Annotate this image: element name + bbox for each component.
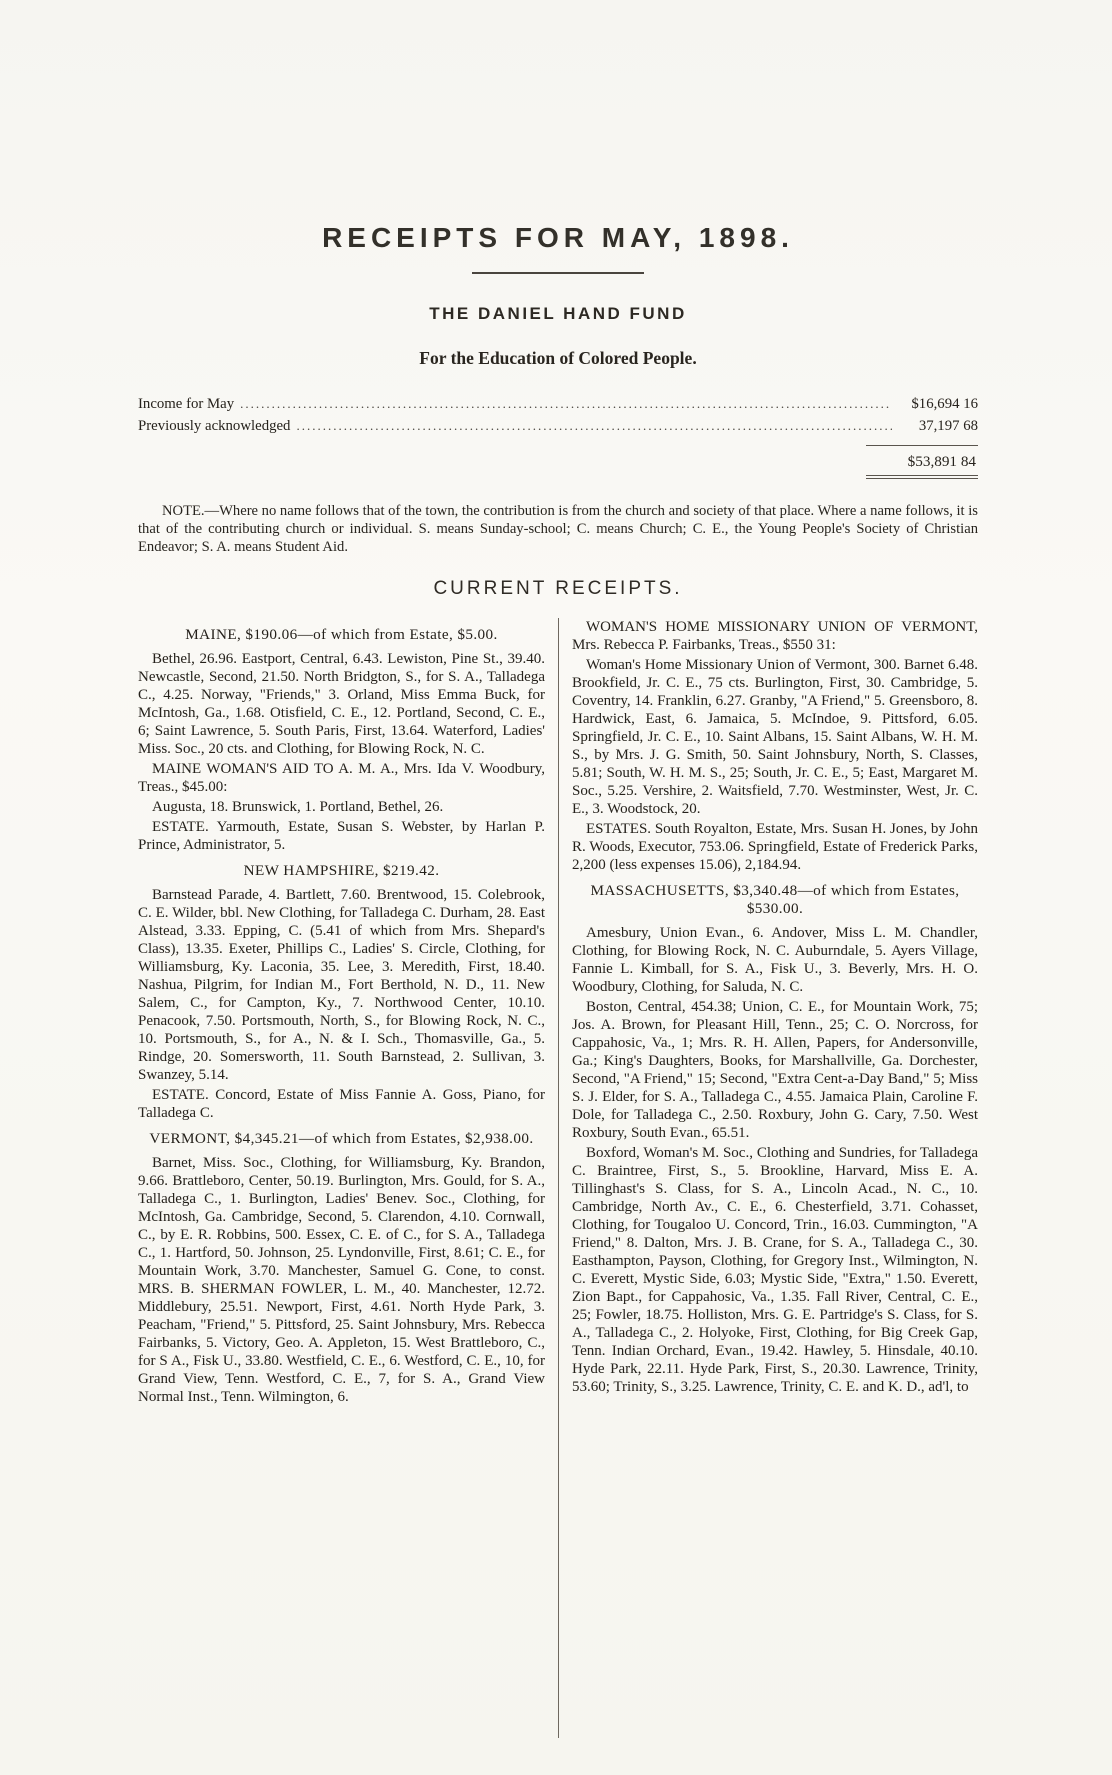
section-heading: CURRENT RECEIPTS. [433, 578, 683, 600]
massachusetts-receipts-3: Boxford, Woman's M. Soc., Clothing and Sundries, for Talladega C. Braintree, First, S., 5. Brookline, Harvard, Miss E. A. Tillinghast's S. Class, for S. A., Lincoln Acad., N. C., 10. Cambridge, North Av., C. E., 6. Chesterfield, 3.71. Cohasset, Clothing, for Tougaloo U. Concord, Trin., 16.03. Cummington, "A Friend," 8. Dalton, Mrs. J. B. Crane, for S. A., Talladega C., 30. Easthampton, Payson, Clothing, for Gregory Inst., Wilmington, N. C. Everett, Mystic Side, 6.03; Mystic Side, "Extra," 1.50. Everett, Zion Bapt., for Cappahosic, Va., 1.35. Fall River, Central, C. E., 25; Fowler, 18.75. Holliston, Mrs. G. E. Partridge's S. Class, for S. A., Talladega C., 2. Holyoke, First, Clothing, for Big Creek Gap, Tenn. Indian Orchard, Evan., 19.42. Hawley, 5. Hinsdale, 40.10. Hyde Park, 22.11. Hyde Park, First, S., 20.30. Lawrence, Trinity, 53.60; Trinity, S., 3.25. Lawrence, Trinity, C. E. and K. D., ad'l, to [572, 1145, 978, 1396]
left-column [138, 618, 558, 1738]
page-title: RECEIPTS FOR MAY, 1898. [322, 222, 794, 253]
two-column-layout [138, 618, 978, 1738]
state-heading-massachusetts: MASSACHUSETTS, $3,340.48—of which from Estates, $530.00. [590, 882, 960, 918]
ledger-label-income: Income for May [138, 396, 235, 412]
massachusetts-receipts-1: Amesbury, Union Evan., 6. Andover, Miss L. M. Chandler, Clothing, for Blowing Rock, N. C. Auburndale, 5. Ayers Village, Fannie L. Kimball, for S. A., Fisk U., 3. Beverly, Mrs. H. O. Woodbury, Clothing, for Saluda, N. C. [572, 925, 978, 996]
ledger-amount-previous: 37,197 68 [918, 418, 978, 434]
dot-leader [234, 393, 892, 415]
vermont-whmu-heading: WOMAN'S HOME MISSIONARY UNION OF VERMONT, Mrs. Rebecca P. Fairbanks, Treas., $550 31: [572, 619, 978, 654]
state-heading-new-hampshire: NEW HAMPSHIRE, $219.42. [243, 862, 440, 880]
ledger-row-income [138, 393, 978, 415]
maine-womans-aid-receipts: Augusta, 18. Brunswick, 1. Portland, Bethel, 26. [152, 799, 444, 816]
ledger-label-previous: Previously acknowledged [138, 418, 291, 434]
massachusetts-receipts-2: Boston, Central, 454.38; Union, C. E., for Mountain Work, 75; Jos. A. Brown, for Pleasant Hill, Tenn., 25; C. O. Norcross, for Cappahosic, Va., 1; Mrs. R. H. Allen, Papers, for Andersonville, Ga.; King's Daughters, Books, for Marshallville, Ga. Dorchester, Second, "A Friend," 15; Second, "Extra Cent-a-Day Band," 5; Miss S. J. Elder, for S. A., Talladega C., 4.55. Jamaica Plain, Caroline F. Dole, for Talladega C., 2.50. Roxbury, John G. Cary, 7.50. West Roxbury, South Evan., 65.51. [572, 999, 978, 1142]
fund-subheading: For the Education of Colored People. [419, 348, 697, 368]
ledger-row-previous [138, 415, 978, 437]
ledger [138, 393, 978, 479]
ledger-amount-income: $16,694 16 [911, 396, 978, 412]
fund-heading: THE DANIEL HAND FUND [429, 304, 687, 323]
state-heading-maine: MAINE, $190.06—of which from Estate, $5.00. [185, 626, 498, 644]
vermont-receipts: Barnet, Miss. Soc., Clothing, for Williamsburg, Ky. Brandon, 9.66. Brattleboro, Center, 50.19. Burlington, Mrs. Gould, for S. A., Talladega C., 1. Burlington, Ladies' Benev. Soc., Clothing, for McIntosh, Ga. Cambridge, Second, 5. Clarendon, 4.10. Cornwall, C., by E. R. Robbins, 500. Essex, C. E. of C., for S. A., Talladega C., 1. Hartford, 50. Johnson, 25. Lyndonville, First, 8.61; C. E., for Mountain Work, 3.70. Manchester, Samuel G. Cone, to const. MRS. B. SHERMAN FOWLER, L. M., 40. Manchester, 12.72. Middlebury, 25.51. Newport, First, 4.61. North Hyde Park, 3. Peacham, "Friend," 5. Pittsford, 25. Saint Johnsbury, Mrs. Rebecca Fairbanks, 5. Victory, Geo. A. Appleton, 15. West Brattleboro, C., for S A., Fisk U., 33.80. Westfield, C. E., 6. Westford, C. E., 10, for Grand View, Tenn. Westford, C. E., 7, for S. A., Grand View Normal Inst., Tenn. Wilmington, 6. [138, 1155, 545, 1406]
vermont-whmu-receipts: Woman's Home Missionary Union of Vermont, 300. Barnet 6.48. Brookfield, Jr. C. E., 75 cts. Burlington, First, 30. Cambridge, 5. Coventry, 14. Franklin, 6.27. Granby, "A Friend," 5. Greensboro, 8. Hardwick, East, 6. Jamaica, 5. McIndoe, 9. Pittsford, 6.05. Springfield, Jr. C. E., 10. Saint Albans, 15. Saint Albans, W. H. M. S., by Mrs. J. G. Smith, 50. Saint Johnsbury, North, S. Classes, 5.81; South, W. H. M. S., 25; South, Jr. C. E., 5; East, Margaret M. Soc., 5.25. Vershire, 2. Waitsfield, 7.70. Westminster, West, Jr. C. E., 3. Woodstock, 20. [572, 657, 978, 818]
dot-leader [290, 415, 892, 437]
ledger-total-row [138, 445, 978, 479]
maine-estate: ESTATE. Yarmouth, Estate, Susan S. Webster, by Harlan P. Prince, Administrator, 5. [138, 819, 545, 854]
ledger-total: $53,891 84 [866, 445, 978, 479]
right-column [558, 618, 978, 1738]
note-paragraph: NOTE.—Where no name follows that of the town, the contribution is from the church and society of that place. Where a name follows, it is that of the contributing church or individual. S. means Sunday-school; C. means Church; C. E., the Young People's Society of Christian Endeavor; S. A. means Student Aid. [138, 503, 978, 555]
title-rule [472, 272, 644, 274]
vermont-estates: ESTATES. South Royalton, Estate, Mrs. Susan H. Jones, by John R. Woods, Executor, 753.06. Springfield, Estate of Frederick Parks, 2,200 (less expenses 15.06), 2,184.94. [572, 821, 978, 874]
new-hampshire-estate: ESTATE. Concord, Estate of Miss Fannie A. Goss, Piano, for Talladega C. [138, 1087, 545, 1122]
maine-womans-aid-heading: MAINE WOMAN'S AID TO A. M. A., Mrs. Ida V. Woodbury, Treas., $45.00: [138, 761, 545, 796]
new-hampshire-receipts: Barnstead Parade, 4. Bartlett, 7.60. Brentwood, 15. Colebrook, C. E. Wilder, bbl. New Clothing, for Talladega C. Durham, 28. East Alstead, 3.33. Epping, C. (5.41 of which from Mrs. Shepard's Class), 13.35. Exeter, Phillips C., Ladies' S. Circle, Clothing, for Williamsburg, Ky. Laconia, 35. Lee, 3. Meredith, First, 18.40. Nashua, Pilgrim, for Indian M., Fort Berthold, N. D., 11. New Salem, C., for Campton, Ky., 7. Northwood Center, 10.10. Penacook, 7.50. Portsmouth, North, S., for Blowing Rock, N. C., 10. Portsmouth, S., for A., N. & I. Sch., Thomasville, Ga., 5. Rindge, 20. Somersworth, 11. South Barnstead, 2. Sullivan, 3. Swanzey, 5.14. [138, 887, 545, 1084]
state-heading-vermont: VERMONT, $4,345.21—of which from Estates, $2,938.00. [149, 1130, 534, 1148]
maine-receipts: Bethel, 26.96. Eastport, Central, 6.43. Lewiston, Pine St., 39.40. Newcastle, Second, 21.50. North Bridgton, S., for S. A., Talladega C., 4.25. Norway, "Friends," 3. Orland, Miss Emma Buck, for McIntosh, Ga., 1.68. Otisfield, C. E., 12. Portland, Second, C. E., 6; Saint Lawrence, 5. South Paris, First, 13.64. Waterford, Ladies' Miss. Soc., 20 cts. and Clothing, for Blowing Rock, N. C. [138, 651, 545, 758]
